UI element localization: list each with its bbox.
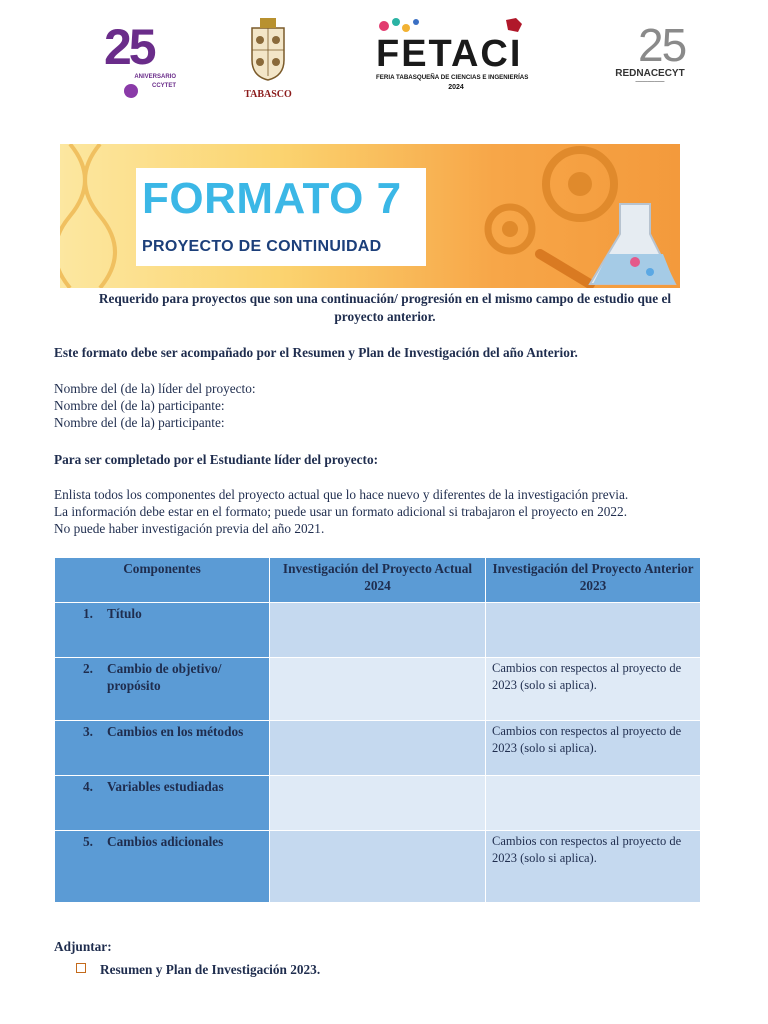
current-project-cell[interactable] — [270, 831, 486, 903]
student-heading: Para ser completado por el Estudiante líder del proyecto: — [54, 452, 379, 467]
field-participant-name-1: Nombre del (de la) participante: — [54, 398, 225, 413]
components-table — [54, 557, 701, 903]
previous-project-cell[interactable]: Cambios con respectos al proyecto de 2023 (solo si aplica). — [486, 721, 701, 776]
banner-title: FORMATO 7 — [142, 174, 402, 223]
anniversary-number: 25 — [104, 19, 154, 75]
fetaci-year: 2024 — [448, 84, 464, 91]
fetaci-logo — [376, 16, 536, 102]
header-componentes: Componentes — [55, 558, 270, 603]
anniversary-logo — [104, 19, 176, 102]
fetaci-subtitle: FERIA TABASQUEÑA DE CIENCIAS E INGENIERÍAS — [376, 74, 529, 81]
component-label: 4. Variables estudiadas — [55, 776, 270, 831]
instruction-line-2: La información debe estar en el formato; puede usar un formato adicional si trabajaron el proyecto en 2022. — [54, 504, 628, 519]
intro-note: Este formato debe ser acompañado por el Resumen y Plan de Investigación del año Anterior. — [54, 345, 578, 360]
fetaci-title: FETACI — [376, 33, 523, 75]
header-actual-2024: Investigación del Proyecto Actual 2024 — [270, 558, 486, 603]
previous-project-cell[interactable] — [486, 776, 701, 831]
checkbox-square-icon[interactable] — [76, 963, 86, 973]
intro-line-1: Requerido para proyectos que son una continuación/ progresión en el mismo campo de estudio que el — [98, 291, 672, 306]
attach-heading: Adjuntar: — [54, 939, 112, 954]
header-logos — [0, 12, 768, 102]
rednacecyt-number: 25 — [638, 19, 686, 71]
tabasco-logo — [240, 16, 296, 104]
component-label: 1. Título — [55, 603, 270, 658]
attach-item-label: Resumen y Plan de Investigación 2023. — [100, 962, 321, 977]
anniversary-caption-1: ANIVERSARIO — [134, 74, 176, 80]
attach-item — [76, 962, 320, 978]
current-project-cell[interactable] — [270, 603, 486, 658]
current-project-cell[interactable] — [270, 658, 486, 721]
component-label: 3. Cambios en los métodos — [55, 721, 270, 776]
formato-banner — [60, 144, 680, 288]
rednacecyt-tagline-icon: ━━━━━━━━━━━━ — [635, 79, 665, 84]
field-participant-name-2: Nombre del (de la) participante: — [54, 415, 225, 430]
table-row — [55, 603, 701, 658]
table-row — [55, 658, 701, 721]
tabasco-name: TABASCO — [244, 89, 292, 100]
anniversary-caption-2: CCYTET — [152, 83, 176, 89]
current-project-cell[interactable] — [270, 721, 486, 776]
anniversary-emblem-icon — [124, 84, 138, 98]
intro-line-2: proyecto anterior. — [334, 309, 436, 324]
table-header-row — [55, 558, 701, 603]
header-anterior-2023: Investigación del Proyecto Anterior 2023 — [486, 558, 701, 603]
rednacecyt-logo — [612, 19, 688, 104]
previous-project-cell[interactable]: Cambios con respectos al proyecto de 2023 (solo si aplica). — [486, 658, 701, 721]
table-row — [55, 721, 701, 776]
molecule-icon — [376, 16, 536, 36]
banner-subtitle: PROYECTO DE CONTINUIDAD — [142, 238, 382, 255]
current-project-cell[interactable] — [270, 776, 486, 831]
tabasco-shield-icon — [246, 16, 290, 82]
table-row — [55, 776, 701, 831]
instruction-line-1: Enlista todos los componentes del proyecto actual que lo hace nuevo y diferentes de la investigación previa. — [54, 487, 629, 502]
table-row — [55, 831, 701, 903]
rednacecyt-name: REDNACECYT — [615, 68, 685, 79]
previous-project-cell[interactable] — [486, 603, 701, 658]
previous-project-cell[interactable]: Cambios con respectos al proyecto de 2023 (solo si aplica). — [486, 831, 701, 903]
component-label: 2. Cambio de objetivo/ propósito — [55, 658, 270, 721]
field-leader-name: Nombre del (de la) líder del proyecto: — [54, 381, 256, 396]
instruction-line-3: No puede haber investigación previa del año 2021. — [54, 521, 325, 536]
component-label: 5. Cambios adicionales — [55, 831, 270, 903]
